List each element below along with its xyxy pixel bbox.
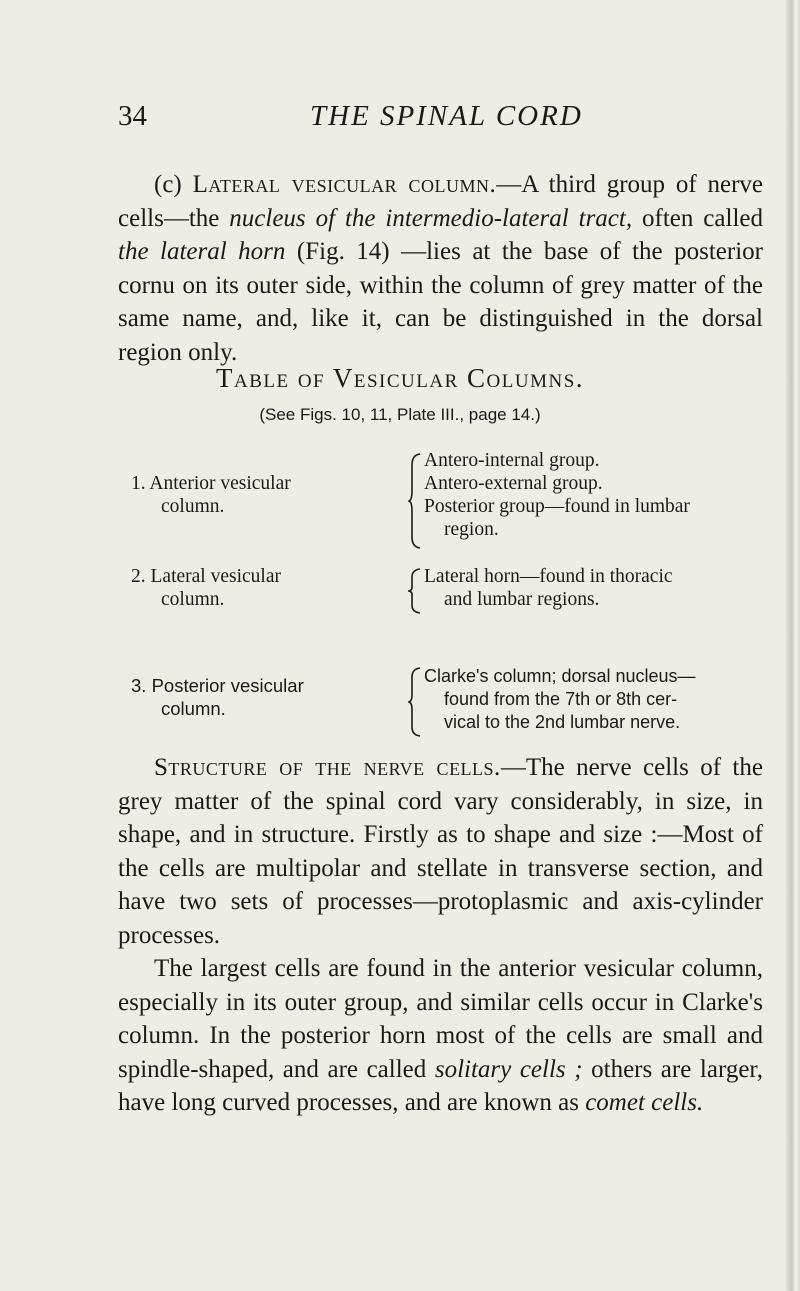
paragraph-text: The largest cells are found in the anterior vesicular column, especially in its outer group, and similar cells occur in Clarke's column. In the posterior horn most of the cells are small and spindle-shaped, and are called	[118, 955, 763, 1083]
list-item: vical to the 2nd lumbar nerve.	[444, 712, 681, 732]
list-item: Lateral horn—found in thoracic	[424, 566, 673, 587]
section-heading: Structure of the nerve cells.	[154, 754, 501, 781]
brace-icon	[408, 568, 422, 614]
list-item: Antero-internal group.	[424, 450, 600, 471]
italic-term: the lateral horn	[118, 238, 286, 265]
page-edge-shadow	[786, 0, 800, 1291]
row-entries	[424, 449, 769, 541]
row-label: 3. Posterior vesicular column.	[131, 675, 304, 719]
section-heading: Lateral vesicular column.	[192, 171, 497, 198]
paragraph-structure	[118, 751, 763, 1120]
brace-icon	[408, 453, 422, 549]
paragraph-text: often called	[632, 204, 763, 232]
italic-term: comet cells.	[585, 1089, 704, 1116]
list-item: and lumbar regions.	[444, 589, 600, 610]
list-item: Antero-external group.	[424, 473, 603, 494]
paragraph-text: —The nerve cells of the grey matter of the spinal cord vary considerably, in size, in shape, and in structure. Firstly as to shape and size :—Most of the cells are multipolar and stellate in transverse section, and have two sets of processes—protoplasmic and axis-cylinder processes.	[118, 754, 763, 949]
italic-term: solitary cells ;	[434, 1055, 583, 1083]
page-header	[0, 100, 800, 140]
list-item: found from the 7th or 8th cer-	[444, 689, 678, 709]
paragraph-lateral-vesicular-column	[118, 168, 763, 369]
italic-term: nucleus of the intermedio-lateral tract,	[229, 204, 633, 232]
section-label: (c)	[154, 171, 193, 198]
list-item: region.	[444, 519, 499, 540]
row-entries	[424, 565, 769, 611]
paragraph-text: others are larger, have long curved processes, and are known as	[118, 1055, 763, 1116]
running-head: THE SPINAL CORD	[310, 100, 583, 132]
paragraph-text: (Fig. 14) —lies at the base of the posterior cornu on its outer side, within the column of grey matter of the same name, and, like it, can be distinguished in the dorsal region only.	[118, 238, 763, 366]
paragraph-text: —A third group of nerve cells—the	[118, 171, 763, 232]
table-title: Table of Vesicular Columns.	[215, 363, 585, 393]
brace-icon	[408, 667, 422, 737]
table-note: (See Figs. 10, 11, Plate III., page 14.)	[259, 405, 541, 424]
list-item: Posterior group—found in lumbar	[424, 496, 690, 517]
list-item: Clarke's column; dorsal nucleus—	[424, 666, 696, 686]
page-number: 34	[118, 100, 147, 132]
row-label: 1. Anterior vesicular column.	[131, 473, 291, 517]
row-entries	[424, 665, 769, 734]
row-label: 2. Lateral vesicular column.	[131, 566, 281, 610]
